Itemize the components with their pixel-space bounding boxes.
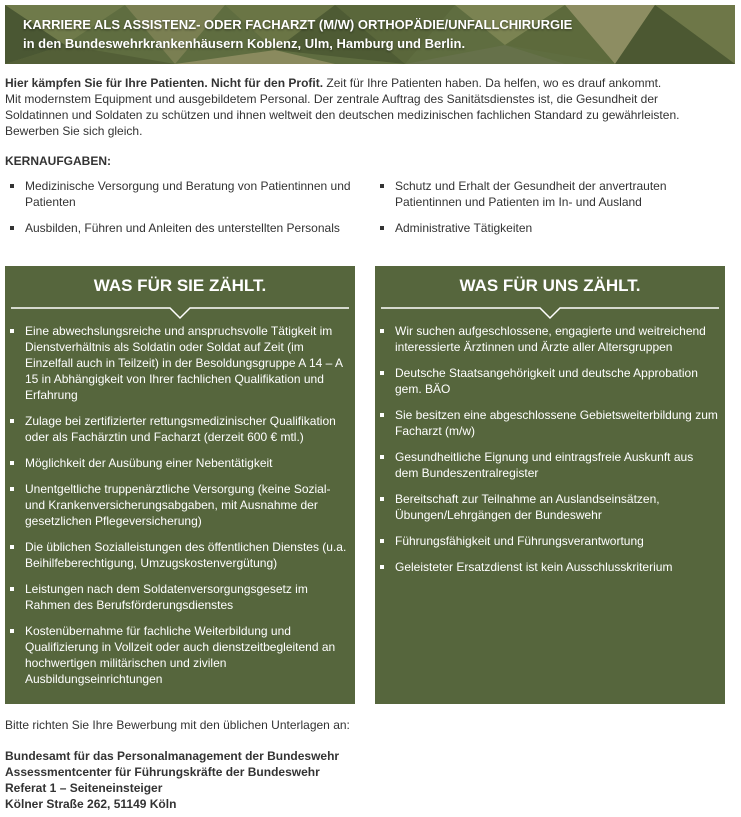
list-item (380, 559, 718, 575)
kernaufgaben-left-list (10, 178, 360, 246)
list-item (10, 539, 348, 571)
address-line: Kölner Straße 262, 51149 Köln (5, 797, 177, 811)
banner-title: KARRIERE ALS ASSISTENZ- ODER FACHARZT (M/W) ORTHOPÄDIE/UNFALLCHIRURGIE (23, 17, 573, 32)
bullet-icon (380, 226, 384, 230)
bullet-icon (10, 587, 14, 591)
intro-paragraph (5, 75, 733, 139)
list-item (10, 178, 360, 210)
task-text: Administrative Tätigkeiten (395, 221, 533, 235)
bullet-icon (10, 226, 14, 230)
was-fuer-sie-zaehlt-panel (5, 266, 355, 704)
bullet-icon (10, 487, 14, 491)
list-item (380, 491, 718, 523)
panel-title: WAS FÜR UNS ZÄHLT. (459, 276, 641, 295)
application-address (5, 748, 339, 812)
benefit-text: Leistungen nach dem Soldatenversorgungsgesetz im Rahmen des Berufsförderungsdienstes (25, 582, 308, 612)
intro-line-3: Soldatinnen und Soldaten zu schützen und ihnen weltweit den deutschen medizinischen fachlichen Standard zu gewährleisten. (5, 108, 680, 122)
bullet-icon (10, 545, 14, 549)
address-line: Assessmentcenter für Führungskräfte der Bundeswehr (5, 765, 320, 779)
bullet-icon (380, 413, 384, 417)
bullet-icon (10, 629, 14, 633)
benefit-text: Eine abwechslungsreiche und anspruchsvolle Tätigkeit im Dienstverhältnis als Soldatin oder Soldat auf Zeit (im Einzelfall auch in Teilzeit) in der Besoldungsgruppe A 14 – A 15 in Abhängigkeit von Ihrer fachlichen Qualifikation und Erfahrung (25, 324, 343, 402)
requirement-text: Gesundheitliche Eignung und eintragsfreie Auskunft aus dem Bundeszentralregister (395, 450, 694, 480)
requirement-text: Sie besitzen eine abgeschlossene Gebietsweiterbildung zum Facharzt (m/w) (395, 408, 718, 438)
bullet-icon (10, 184, 14, 188)
task-text: Medizinische Versorgung und Beratung von Patientinnen und Patienten (25, 179, 351, 209)
header-banner (5, 5, 735, 64)
bullet-icon (10, 329, 14, 333)
list-item (380, 323, 718, 355)
list-item (380, 533, 718, 549)
requirements-list (380, 323, 718, 585)
task-text: Schutz und Erhalt der Gesundheit der anvertrauten Patientinnen und Patienten im In- und Ausland (395, 179, 667, 209)
requirement-text: Bereitschaft zur Teilnahme an Auslandseinsätzen, Übungen/Lehrgängen der Bundeswehr (395, 492, 660, 522)
intro-line-2: Mit modernstem Equipment und ausgebildetem Personal. Der zentrale Auftrag des Sanitätsdienstes ist, die Gesundheit der (5, 92, 659, 106)
bullet-icon (380, 539, 384, 543)
kernaufgaben-right-list (380, 178, 730, 246)
bullet-icon (380, 497, 384, 501)
was-fuer-uns-zaehlt-panel (375, 266, 725, 704)
list-item (10, 220, 360, 236)
intro-lead: Hier kämpfen Sie für Ihre Patienten. Nicht für den Profit. (5, 76, 324, 90)
bullet-icon (380, 565, 384, 569)
bullet-icon (380, 371, 384, 375)
kernaufgaben-title: KERNAUFGABEN: (5, 154, 111, 168)
list-item (10, 623, 348, 687)
bullet-icon (380, 184, 384, 188)
list-item (380, 178, 730, 210)
requirement-text: Geleisteter Ersatzdienst ist kein Ausschlusskriterium (395, 560, 673, 574)
benefit-text: Kostenübernahme für fachliche Weiterbildung und Qualifizierung in Vollzeit oder auch dienstzeitbegleitend an hochwertigen militärischen und zivilen Ausbildungseinrichtungen (25, 624, 336, 686)
banner-subtitle: in den Bundeswehrkrankenhäusern Koblenz, Ulm, Hamburg und Berlin. (23, 36, 466, 51)
benefit-text: Die üblichen Sozialleistungen des öffentlichen Dienstes (u.a. Beihilfeberechtigung, Umzugskostenvergütung) (25, 540, 347, 570)
list-item (10, 481, 348, 529)
bullet-icon (10, 461, 14, 465)
divider-arrow (5, 306, 355, 320)
benefit-text: Möglichkeit der Ausübung einer Nebentätigkeit (25, 456, 273, 470)
list-item (380, 407, 718, 439)
intro-line-4: Bewerben Sie sich gleich. (5, 124, 143, 138)
requirement-text: Wir suchen aufgeschlossene, engagierte und weitreichend interessierte Ärztinnen und Ärzte aller Altersgruppen (395, 324, 706, 354)
list-item (380, 365, 718, 397)
application-intro: Bitte richten Sie Ihre Bewerbung mit den üblichen Unterlagen an: (5, 718, 350, 732)
requirement-text: Führungsfähigkeit und Führungsverantwortung (395, 534, 644, 548)
list-item (10, 413, 348, 445)
bullet-icon (380, 329, 384, 333)
benefit-text: Unentgeltliche truppenärztliche Versorgung (keine Sozial- und Krankenversicherungsabgaben, mit Ausnahme der gesetzlichen Pflegeversicherung) (25, 482, 331, 528)
list-item (380, 220, 730, 236)
list-item (10, 581, 348, 613)
panel-title: WAS FÜR SIE ZÄHLT. (93, 276, 267, 295)
list-item (10, 455, 348, 471)
divider-arrow (375, 306, 725, 320)
intro-lead-rest: Zeit für Ihre Patienten haben. Da helfen, wo es drauf ankommt. (323, 76, 662, 90)
benefits-list (10, 323, 348, 697)
address-line: Referat 1 – Seiteneinsteiger (5, 781, 163, 795)
requirement-text: Deutsche Staatsangehörigkeit und deutsche Approbation gem. BÄO (395, 366, 698, 396)
bullet-icon (380, 455, 384, 459)
address-line: Bundesamt für das Personalmanagement der Bundeswehr (5, 749, 340, 763)
benefit-text: Zulage bei zertifizierter rettungsmedizinischer Qualifikation oder als Fachärztin und Facharzt (derzeit 600 € mtl.) (25, 414, 336, 444)
task-text: Ausbilden, Führen und Anleiten des unterstellten Personals (25, 221, 340, 235)
list-item (380, 449, 718, 481)
list-item (10, 323, 348, 403)
bullet-icon (10, 419, 14, 423)
